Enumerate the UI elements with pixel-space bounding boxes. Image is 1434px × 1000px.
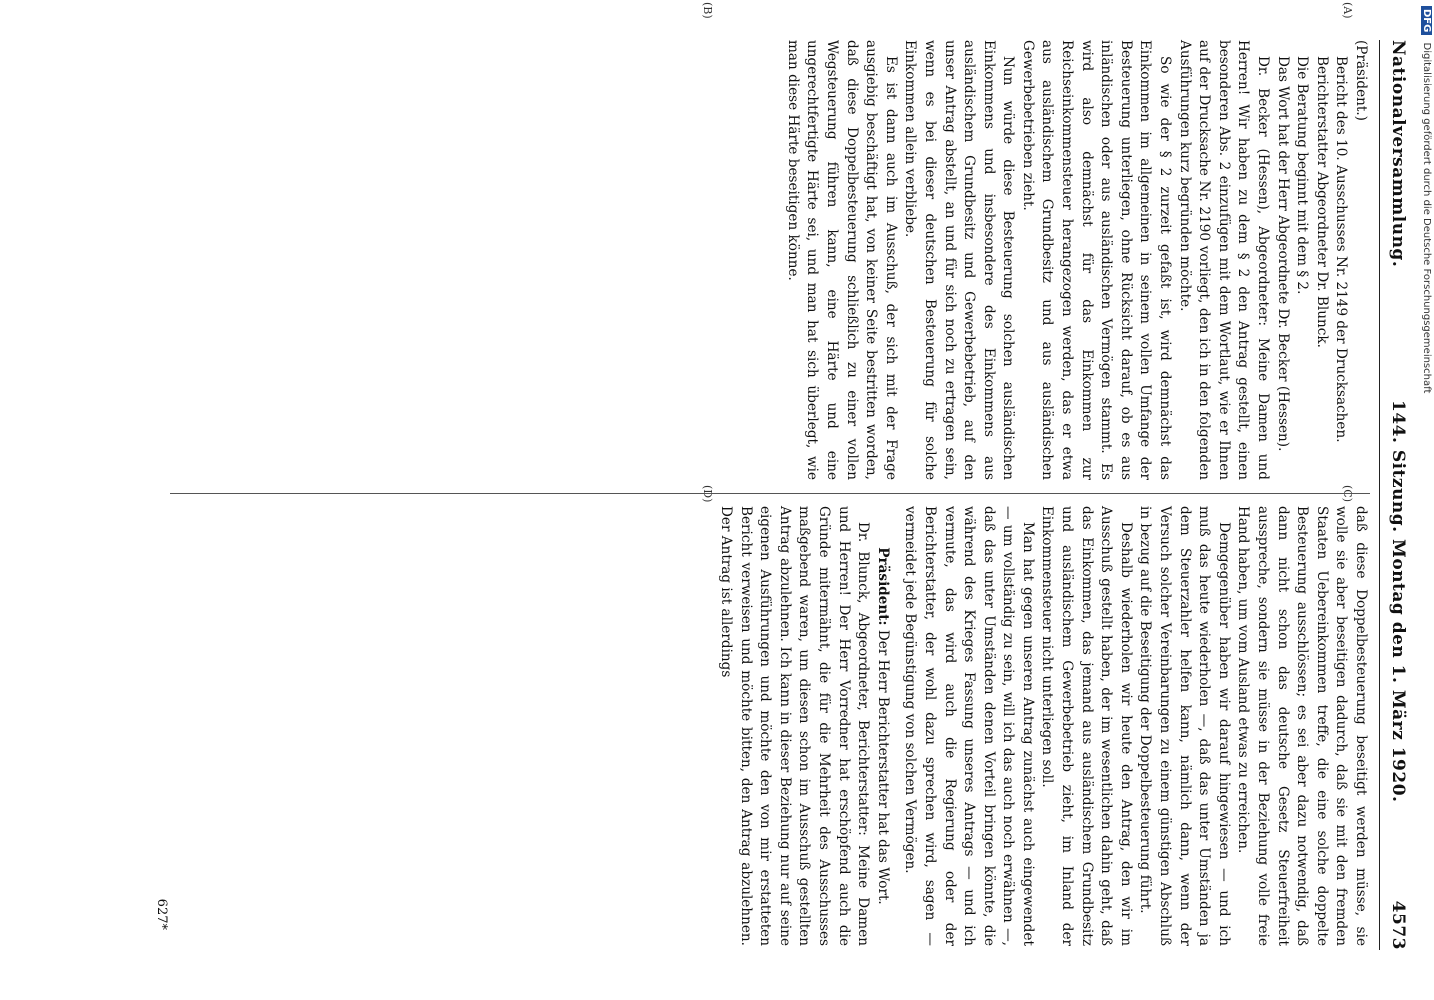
header-session-date: 144. Sitzung. Montag den 1. März 1920. <box>1388 400 1408 803</box>
page-header <box>1378 40 1408 950</box>
header-assembly-title: Nationalversammlung. <box>1388 40 1408 268</box>
header-rule <box>1379 40 1380 950</box>
dfg-credit-text: Digitalisierung gefördert durch die Deutsche Forschungsgemeinschaft <box>1421 42 1432 394</box>
text-column-left <box>782 40 1370 480</box>
header-page-number: 4573 <box>1388 900 1408 950</box>
paragraph: Dr. Blunck, Abgeordneter, Berichterstatter: Meine Damen und Herren! Der Herr Vorredner hat erschöpfend auch die Gründe mitermähnt, die für die Mehrheit des Ausschusses maßgebend waren, um diesen schon im Ausschuß gestellten Antrag abzulehnen. Ich kann in dieser Beziehung nur auf seine eigenen Ausführungen und möchte den von mir erstatteten Bericht verweisen und möchte bitten, den Antrag abzulehnen. Der Antrag ist allerdings <box>718 506 872 946</box>
text-column-right <box>715 506 1370 946</box>
speaker-tag: (Präsident.) <box>1353 40 1369 121</box>
digitization-credit <box>1412 6 1432 996</box>
paragraph: Es ist dann auch im Ausschuß, der sich mit der Frage ausgiebig beschäftigt hat, von keiner Seite bestritten worden, daß diese Doppelbesteuerung schließlich zu einer vollen Wegsteuerung führen kann, eine Härte und eine ungerechtfertigte Härte sei, und man hat sich überlegt, wie man diese Härte beseitigen könne. <box>784 40 899 480</box>
margin-mark-b: (B) <box>701 2 714 19</box>
margin-mark-a: (A) <box>1341 2 1354 19</box>
paragraph: So wie der § 2 zurzeit gefaßt ist, wird demnächst das Einkommen im allgemeinen in seinem vollen Umfange der Besteuerung unterliegen, ohne Rücksicht darauf, ob es aus inländischen oder aus ausländischen Vermögen stammt. Es wird also demnächst für das Einkommen zur Reichseinkommensteuer herangezogen werden, das er etwa aus ausländischem Grundbesitz und aus ausländischen Gewerbebetrieben zieht. <box>1019 40 1174 480</box>
margin-mark-c: (C) <box>1341 485 1354 502</box>
rotated-document-page <box>124 2 1414 960</box>
paragraph: Dr. Becker (Hessen), Abgeordneter: Meine Damen und Herren! Wir haben zu dem § 2 den Antrag gestellt, einen besonderen Abs. 2 einzufügen mit dem Wortlaut, wie er Ihnen auf der Drucksache Nr. 2190 vorliegt, den ich in den folgenden Ausführungen kurz begründen möchte. <box>1176 40 1272 480</box>
paragraph: Man hat gegen unseren Antrag zunächst auch eingewendet — um vollständig zu sein, will ich das auch noch erwähnen —, daß das unter Umständen denen Vorteil bringen könnte, die während des Krieges Fassung unseres Antrags — und ich vermute, das wird auch die Regierung oder der Berichterstatter, der wohl dazu sprechen wird, sagen — vermeidet jede Begünstigung von solchen Vermögen. <box>902 506 1036 946</box>
paragraph: Die Beratung beginnt mit dem § 2. <box>1294 56 1311 295</box>
president-line <box>872 506 892 946</box>
dfg-logo: DFG <box>1421 6 1432 35</box>
president-label: Präsident: <box>874 547 891 626</box>
paragraph: Deshalb wiederholen wir heute den Antrag, den wir im Ausschuß gestellt haben, der im wesentlichen dahin geht, daß das Einkommen, das jemand aus ausländischem Grundbesitz und ausländischem Gewerbebetrieb zieht, im Inland der Einkommensteuer nicht unterliegen soll. <box>1039 506 1134 946</box>
paragraph: Demgegenüber haben wir darauf hingewiesen — und ich muß das heute wiederholen —, daß das unter Umständen ja dem Steuerzahler helfen kann, nämlich dann, wenn der Versuch solcher Vereinbarungen zu einem günstigen Abschluß in bezug auf die Beseitigung der Doppelbesteuerung führt. <box>1137 506 1232 946</box>
paragraph: Berichterstatter Abgeordneter Dr. Blunck. <box>1313 56 1330 348</box>
column-divider <box>170 493 1370 494</box>
paragraph: Das Wort hat der Herr Abgeordnete Dr. Becker (Hessen). <box>1274 56 1291 452</box>
sheet-number: 627* <box>154 898 169 930</box>
paragraph: daß diese Doppelbesteuerung beseitigt werden müsse, sie wolle sie aber beseitigen dadurch, daß sie mit den fremden Staaten Uebereinkommen treffe, die eine solche doppelte Besteuerung ausschlössen; es sei aber dazu notwendig, daß dann nicht schon das deutsche Gesetz Steuerfreiheit ausspreche, sondern sie müsse in der Beziehung volle freie Hand haben, um vom Ausland etwas zu erreichen. <box>1235 506 1369 946</box>
paragraph: Nun würde diese Besteuerung solchen ausländischen Einkommens und insbesondere des Einkommens aus ausländischem Grundbesitz und Gewerbebetrieb, auf den unser Antrag abstellt, an und für sich noch zu ertragen sein, wenn es bei dieser deutschen Besteuerung für solche Einkommen allein verbliebe. <box>902 40 1017 480</box>
president-text: Der Herr Berichterstatter hat das Wort. <box>874 629 891 905</box>
paragraph: Bericht des 10. Ausschusses Nr. 2149 der Drucksachen. <box>1333 56 1350 443</box>
margin-mark-d: (D) <box>701 485 714 503</box>
